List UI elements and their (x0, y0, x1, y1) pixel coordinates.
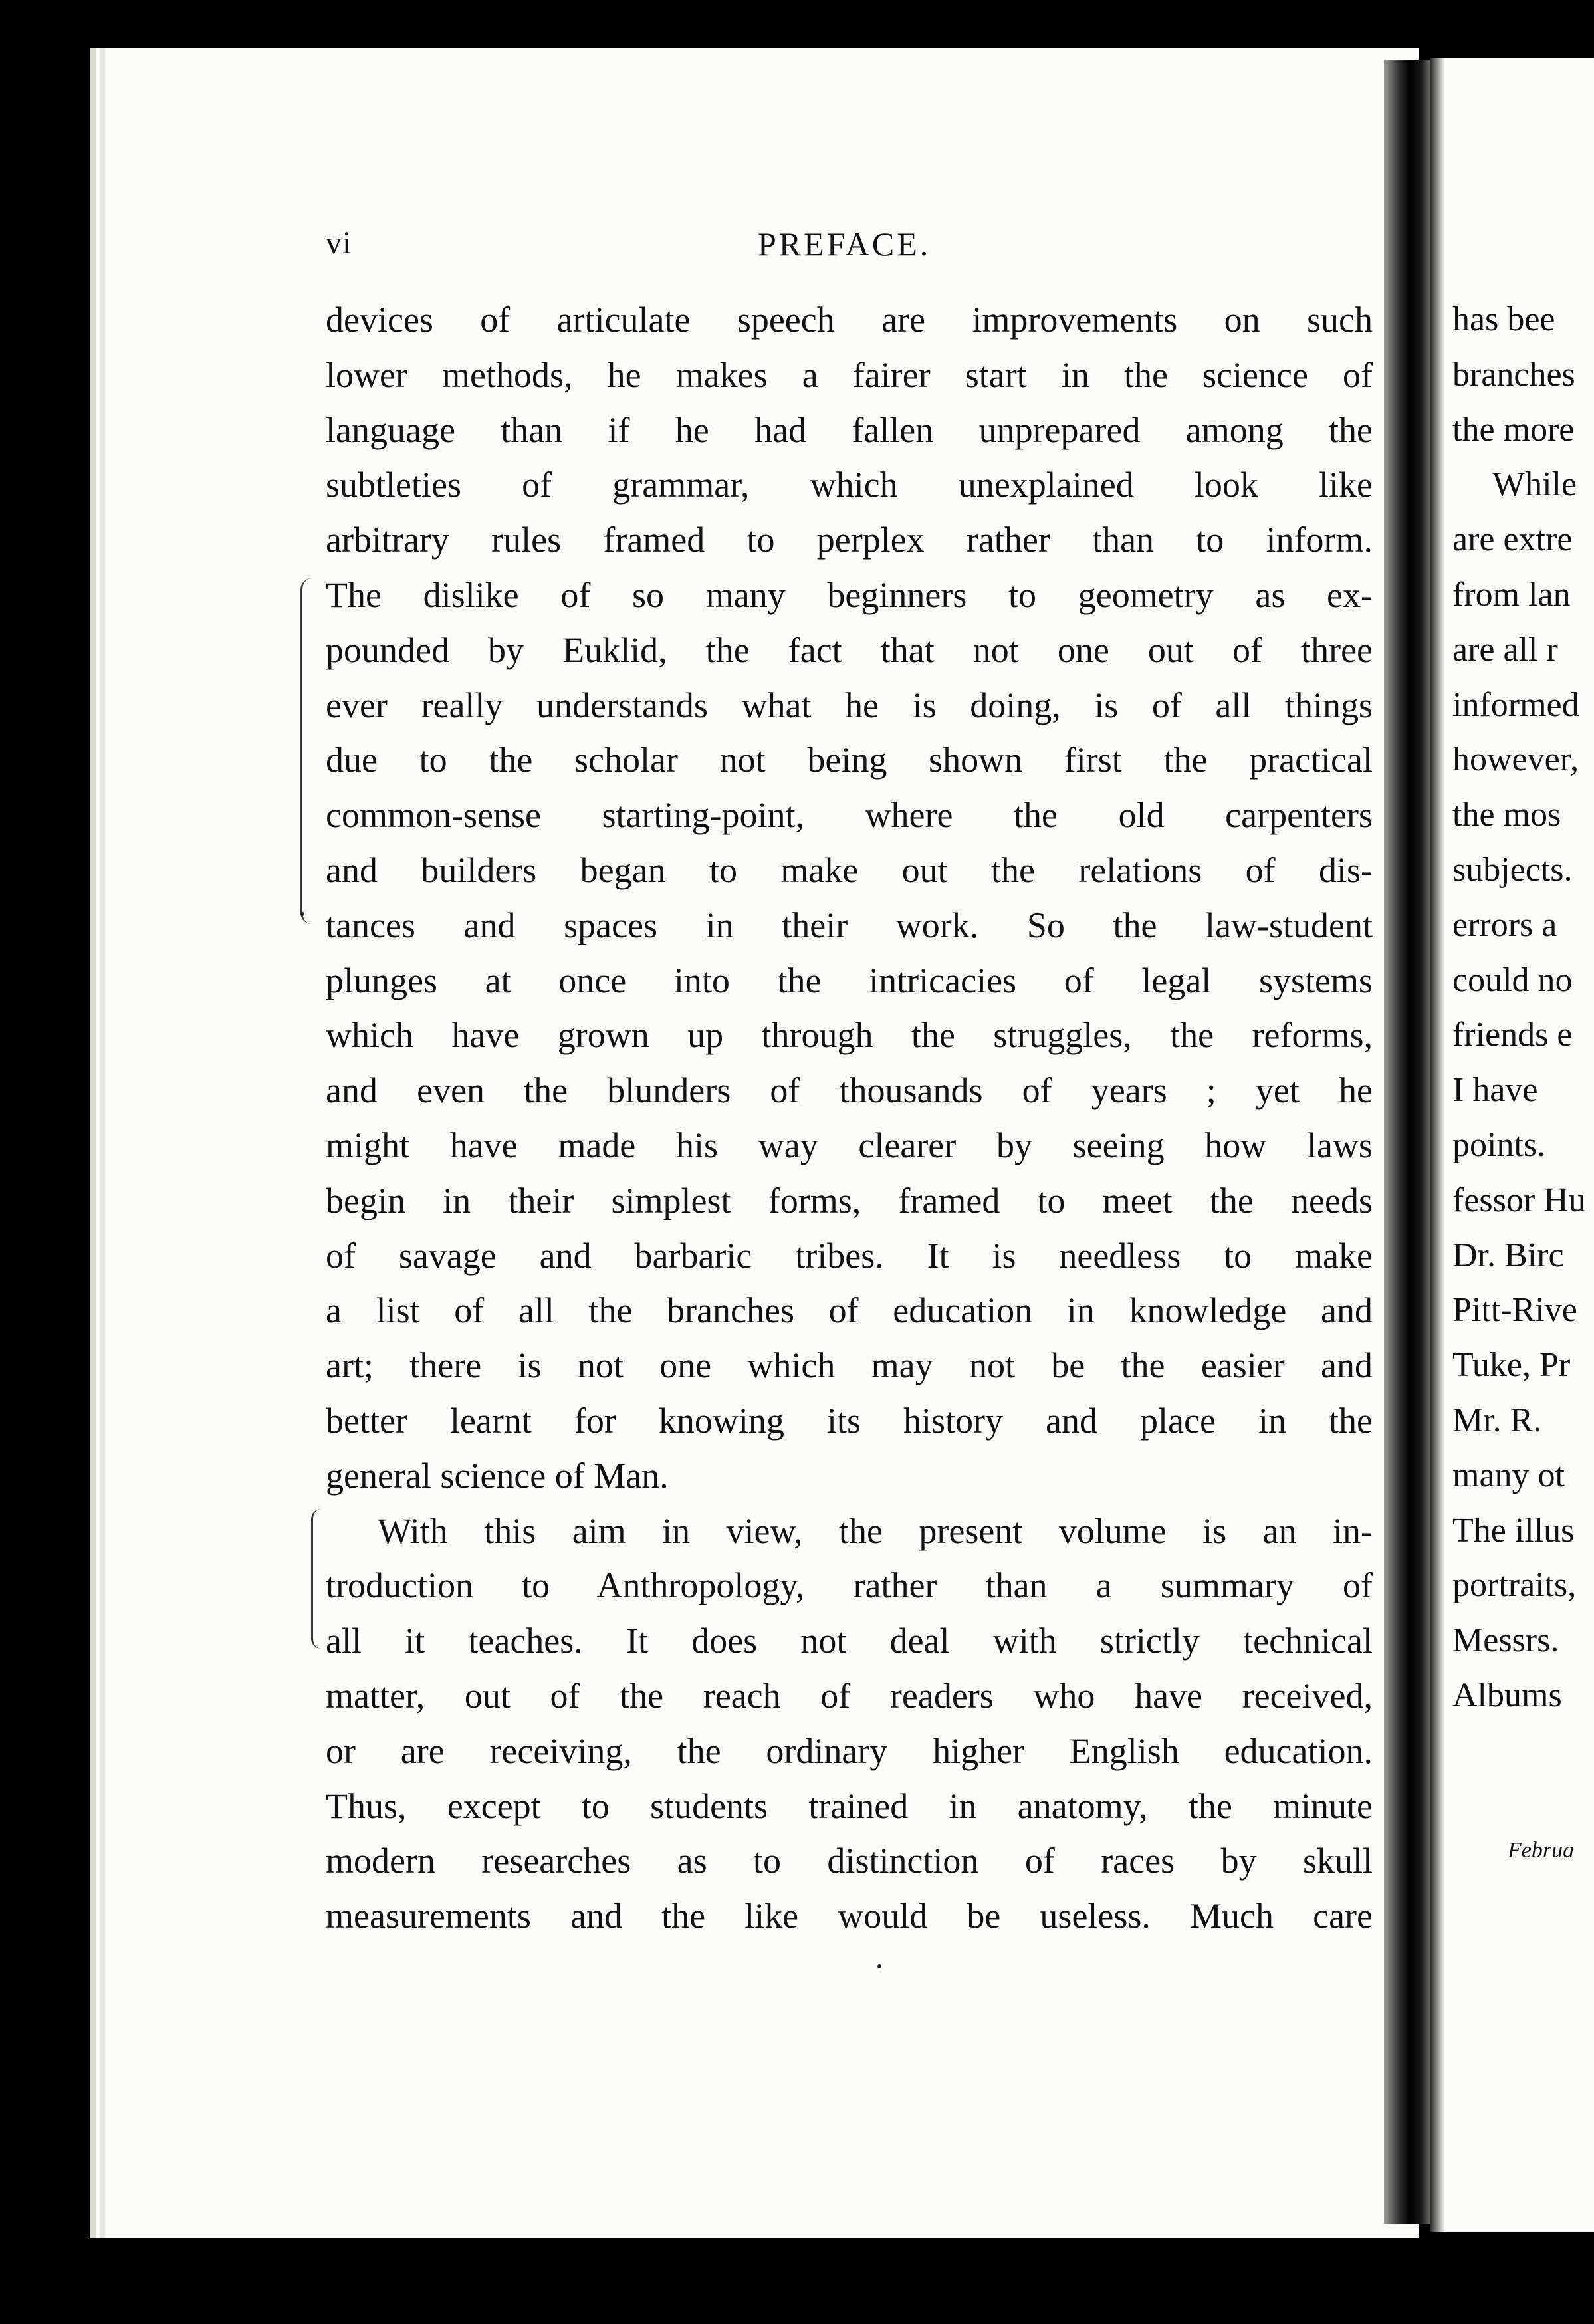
text-line: the more (1452, 410, 1575, 449)
text-line: Albums (1452, 1676, 1562, 1714)
text-line: arbitrary rules framed to perplex rather than to inform. (326, 520, 1373, 560)
date-fragment: Februa (1508, 1838, 1575, 1863)
text-line: art; there is not one which may not be the easier and (326, 1345, 1373, 1386)
text-line: informed (1452, 685, 1579, 724)
text-line: subjects. (1452, 850, 1573, 889)
text-line: language than if he had fallen unprepared among the (326, 409, 1373, 450)
page-header (326, 225, 1376, 265)
text-line: pounded by Euklid, the fact that not one out of three (326, 630, 1373, 670)
page-number: vi (326, 225, 352, 261)
text-line: of savage and barbaric tribes. It is needless to make (326, 1235, 1373, 1276)
text-line: points. (1452, 1125, 1546, 1164)
text-line: all it teaches. It does not deal with strictly technical (326, 1621, 1373, 1661)
text-line: plunges at once into the intricacies of legal systems (326, 960, 1373, 1000)
text-line: has bee (1452, 300, 1555, 338)
text-line: lower methods, he makes a fairer start in the science of (326, 354, 1373, 395)
text-line: modern researches as to distinction of races by skull (326, 1841, 1373, 1881)
text-line: The illus (1452, 1511, 1575, 1550)
text-line: Thus, except to students trained in anatomy, the minute (326, 1786, 1373, 1826)
text-line: fessor Hu (1452, 1181, 1586, 1219)
left-page-text (326, 292, 1373, 1944)
text-line: Tuke, Pr (1452, 1346, 1571, 1385)
margin-pencil-mark (311, 1509, 321, 1649)
right-page-text (1452, 292, 1594, 1724)
text-line: I have (1452, 1071, 1538, 1109)
text-line: The dislike of so many beginners to geometry as ex- (326, 574, 1373, 615)
text-line: devices of articulate speech are improvements on such (326, 300, 1373, 340)
book-gutter (1384, 60, 1430, 2224)
text-line: better learnt for knowing its history and place in the (326, 1400, 1373, 1441)
text-line: begin in their simplest forms, framed to meet the needs (326, 1180, 1373, 1220)
text-line: common-sense starting-point, where the old carpenters (326, 795, 1373, 836)
text-line: matter, out of the reach of readers who have received, (326, 1675, 1373, 1716)
right-page-shadow (1430, 58, 1445, 2232)
text-line: With this aim in view, the present volume is an in- (378, 1510, 1373, 1551)
text-line: measurements and the like would be useless. Much care (326, 1896, 1373, 1936)
text-line: however, (1452, 741, 1579, 779)
text-line: might have made his way clearer by seeing how laws (326, 1125, 1373, 1165)
text-line: from lan (1452, 575, 1571, 614)
text-line: many ot (1452, 1456, 1565, 1494)
text-line: ever really understands what he is doing, is of all things (326, 685, 1373, 725)
text-line: which have grown up through the struggles, the reforms, (326, 1015, 1373, 1056)
text-line: portraits, (1452, 1566, 1577, 1605)
ink-speck (300, 912, 304, 916)
margin-pencil-mark (300, 578, 312, 924)
text-line: Dr. Birc (1452, 1236, 1564, 1274)
text-line: errors a (1452, 905, 1557, 944)
text-line: are all r (1452, 630, 1558, 669)
running-head: PREFACE. (758, 225, 931, 263)
text-line: and even the blunders of thousands of years ; yet he (326, 1070, 1373, 1111)
text-line: While (1492, 465, 1577, 504)
text-line: friends e (1452, 1016, 1573, 1054)
text-line: branches (1452, 355, 1575, 394)
text-line: general science of Man. (326, 1455, 669, 1496)
text-line: due to the scholar not being shown first the practical (326, 740, 1373, 780)
text-line: Mr. R. (1452, 1401, 1542, 1439)
text-line: Messrs. (1452, 1621, 1559, 1660)
text-line: tances and spaces in their work. So the law-student (326, 905, 1373, 945)
left-page-edge (100, 48, 105, 2238)
text-line: a list of all the branches of education in knowledge and (326, 1290, 1373, 1331)
text-line: or are receiving, the ordinary higher English education. (326, 1730, 1373, 1771)
text-line: are extre (1452, 521, 1573, 559)
text-line: could no (1452, 961, 1573, 999)
text-line: and builders began to make out the relations of dis- (326, 850, 1373, 890)
text-line: the mos (1452, 796, 1561, 834)
text-line: Pitt-Rive (1452, 1291, 1577, 1330)
text-line: subtleties of grammar, which unexplained look like (326, 465, 1373, 505)
ink-speck (877, 1964, 881, 1968)
text-line: troduction to Anthropology, rather than a summary of (326, 1566, 1373, 1606)
